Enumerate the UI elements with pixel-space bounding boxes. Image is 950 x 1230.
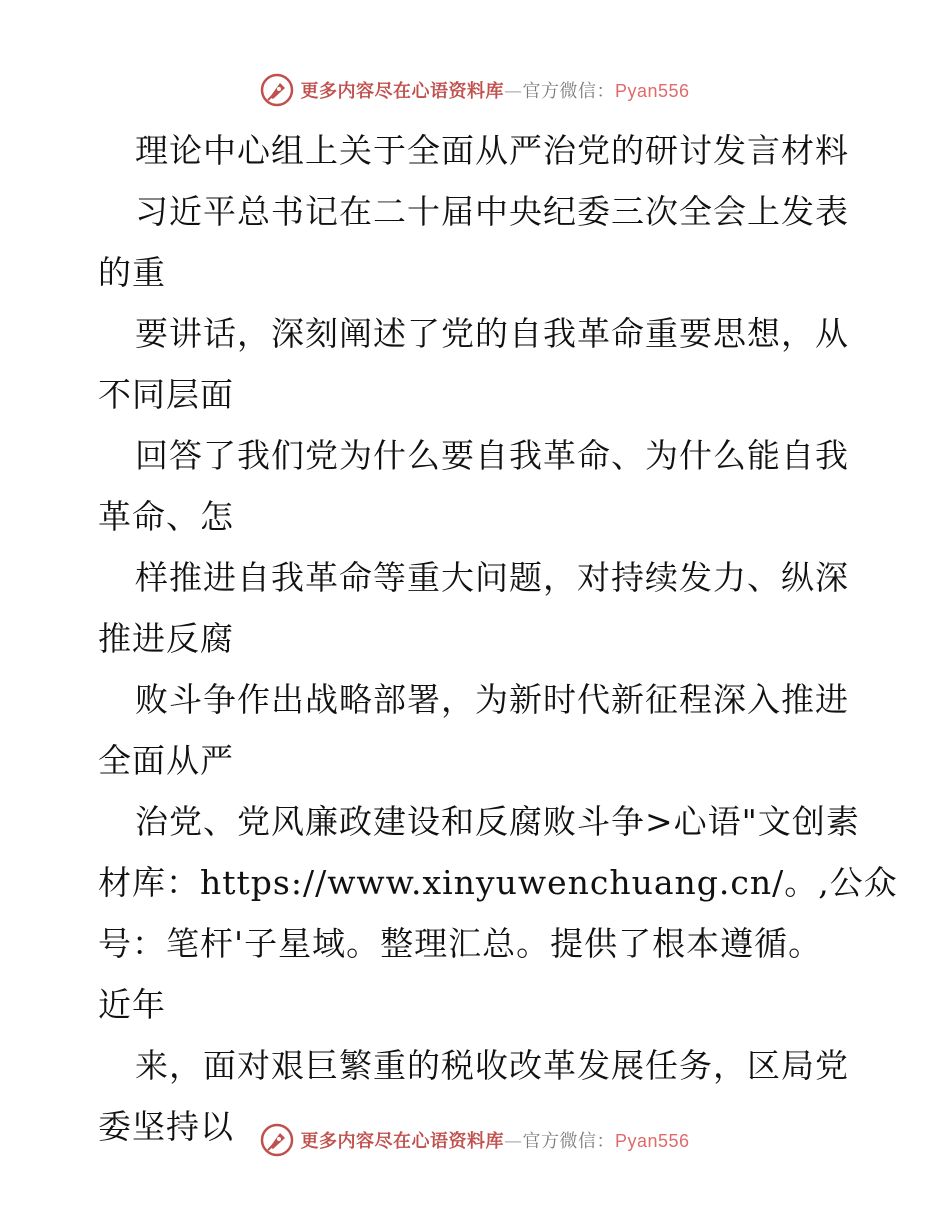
pen-nib-logo-icon	[260, 1123, 294, 1157]
paragraph-line: 习近平总书记在二十届中央纪委三次全会上发表	[135, 192, 849, 231]
watermark-text	[300, 1127, 689, 1153]
paragraph-line: 回答了我们党为什么要自我革命、为什么能自我	[135, 436, 849, 475]
watermark-text	[300, 77, 689, 103]
document-body	[98, 120, 898, 1157]
paragraph-line: 不同层面	[98, 375, 234, 414]
watermark-wechat-id: Pyan556	[614, 1131, 690, 1151]
footer-watermark	[0, 1120, 950, 1160]
paragraph-line: 败斗争作出战略部署，为新时代新征程深入推进	[135, 680, 849, 719]
pen-nib-logo-icon	[260, 73, 294, 107]
paragraph-line: 样推进自我革命等重大问题，对持续发力、纵深	[135, 558, 849, 597]
paragraph-line: 推进反腐	[98, 619, 234, 658]
paragraph-line: 的重	[98, 253, 166, 292]
paragraph-line: 委坚持以	[98, 1107, 234, 1146]
paragraph-line: 革命、怎	[98, 497, 234, 536]
paragraph-line: 近年	[98, 985, 166, 1024]
paragraph-line: 治党、党风廉政建设和反腐败斗争>心语"文创素	[135, 802, 860, 841]
paragraph-line: 要讲话，深刻阐述了党的自我革命重要思想，从	[135, 314, 849, 353]
paragraph-line: 全面从严	[98, 741, 234, 780]
watermark-wechat-id: Pyan556	[614, 81, 690, 101]
watermark-brand: 更多内容尽在心语资料库	[300, 81, 504, 102]
document-title: 理论中心组上关于全面从严治党的研讨发言材料	[135, 131, 849, 170]
watermark-dash: —	[503, 81, 523, 102]
watermark-wechat-label: 官方微信：	[522, 81, 615, 102]
watermark-dash: —	[503, 1131, 523, 1152]
paragraph-line: 号：笔杆'子星域。整理汇总。提供了根本遵循。	[98, 924, 823, 963]
watermark-brand: 更多内容尽在心语资料库	[300, 1131, 504, 1152]
paragraph-line-url: 材库：https://www.xinyuwenchuang.cn/。,公众	[98, 863, 898, 902]
header-watermark	[0, 70, 950, 110]
paragraph-line: 来，面对艰巨繁重的税收改革发展任务，区局党	[135, 1046, 849, 1085]
watermark-wechat-label: 官方微信：	[522, 1131, 615, 1152]
